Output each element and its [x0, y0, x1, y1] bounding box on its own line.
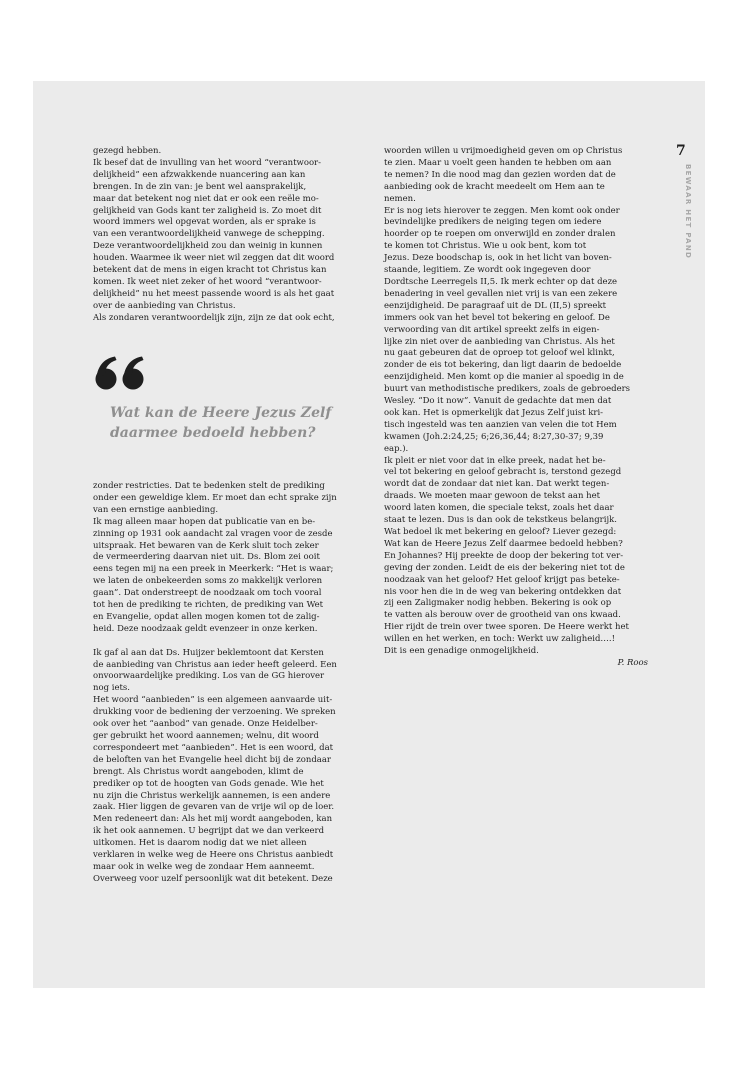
text-line: zij een Zaligmaker nodig hebben. Bekering is ook op	[384, 598, 612, 609]
text-line: brengt. Als Christus wordt aangeboden, klimt de	[93, 766, 304, 777]
text-line: En Johannes? Hij preekte de doop der bekering tot ver-	[384, 550, 624, 561]
text-line: te zien. Maar u voelt geen handen te hebben om aan	[384, 157, 612, 168]
text-line: van een verantwoordelijkheid vanwege de schepping.	[93, 229, 325, 240]
text-line: drukking voor de bediening der verzoening. We spreken	[93, 707, 336, 718]
text-line: ger gebruikt het woord aannemen; welnu, dit woord	[93, 731, 319, 742]
text-line: Overweeg voor uzelf persoonlijk wat dit betekent. Deze	[93, 873, 333, 884]
text-line: de vermeerdering daarvan niet uit. Ds. Blom zei ooit	[93, 552, 320, 563]
left-column-top	[93, 146, 361, 325]
text-line: Het woord “aanbieden” is een algemeen aanvaarde uit-	[93, 695, 333, 706]
page-number: 7	[676, 143, 686, 159]
running-section-title: BEWAAR HET PAND	[684, 164, 692, 260]
text-line: noodzaak van het geloof? Het geloof krijgt pas beteke-	[384, 574, 620, 585]
text-line: gezegd hebben.	[93, 146, 162, 156]
text-line: tot hen de prediking te richten, de prediking van Wet	[93, 600, 324, 611]
text-line: maar dat betekent nog niet dat er ook een reële mo-	[93, 193, 319, 204]
text-line: ik het ook aannemen. U begrijpt dat we dan verkeerd	[93, 826, 325, 837]
text-line: uitkomen. Het is daarom nodig dat we niet alleen	[93, 838, 307, 849]
text-line: Als zondaren verantwoordelijk zijn, zijn ze dat ook echt,	[93, 312, 335, 323]
text-line: gaan”. Dat onderstreept de noodzaak om toch vooral	[93, 588, 322, 599]
text-line: onvoorwaardelijke prediking. Los van de GG hierover	[93, 671, 325, 682]
text-line: uitspraak. Het bewaren van de Kerk sluit toch zeker	[93, 540, 319, 551]
text-line: staande, legitiem. Ze wordt ook ingegeven door	[384, 265, 591, 276]
text-line: Dordtsche Leerregels II,5. Ik merk echter op dat deze	[384, 276, 618, 287]
text-line: Wesley. “Do it now”. Vanuit de gedachte dat men dat	[384, 396, 612, 407]
text-line: zonder restricties. Dat te bedenken stelt de prediking	[93, 481, 325, 491]
text-line: ook kan. Het is opmerkelijk dat Jezus Zelf juist kri-	[384, 407, 604, 418]
quote-mark-icon	[93, 355, 149, 391]
text-line: nog iets.	[93, 683, 130, 694]
text-line: zonder de eis tot bekering, dan ligt daarin de bedoelde	[384, 360, 622, 371]
text-line: tisch ingesteld was ten aanzien van velen die tot Hem	[384, 419, 617, 430]
text-line: staat te lezen. Dus is dan ook de tekstkeus belangrijk.	[384, 515, 617, 526]
text-line: correspondeert met “aanbieden”. Het is een woord, dat	[93, 742, 334, 753]
text-line: maar ook in welke weg de zondaar Hem aanneemt.	[93, 861, 315, 872]
text-line: over de aanbieding van Christus.	[93, 300, 236, 311]
text-line: Ik gaf al aan dat Ds. Huijzer beklemtoont dat Kersten	[93, 647, 324, 658]
text-line: draads. We moeten maar gewoon de tekst aan het	[384, 491, 601, 502]
text-line: de aanbieding van Christus aan ieder heeft geleerd. Een	[93, 659, 337, 670]
text-line: van een ernstige aanbieding.	[93, 504, 219, 515]
text-line: delijkheid” nu het meest passende woord is als het gaat	[93, 288, 335, 299]
text-line: brengen. In de zin van: je bent wel aansprakelijk,	[93, 181, 307, 192]
text-line: woord laten komen, die speciale tekst, zoals het daar	[384, 503, 614, 514]
author-signature: P. Roos	[617, 657, 648, 668]
text-line: eens tegen mij na een preek in Meerkerk: “Het is waar;	[93, 564, 334, 575]
text-line: zinning op 1931 ook aandacht zal vragen voor de zesde	[93, 528, 333, 539]
text-line: te nemen? In die nood mag dan gezien worden dat de	[384, 169, 616, 180]
pull-quote-line: daarmee bedoeld hebben?	[110, 424, 316, 441]
text-line: benadering in veel gevallen niet vrij is van een zekere	[384, 288, 618, 299]
pull-quote-block	[93, 352, 361, 462]
text-line: lijke zin niet over de aanbieding van Christus. Als het	[384, 336, 615, 347]
text-line: te vatten als berouw over de grootheid van ons kwaad.	[384, 610, 621, 621]
text-line: kwamen (Joh.2:24,25; 6;26,36,44; 8:27,30-37; 9,39	[384, 431, 604, 442]
right-column	[384, 146, 648, 670]
text-line: Er is nog iets hierover te zeggen. Men komt ook onder	[384, 205, 620, 216]
text-line: en Evangelie, opdat allen mogen komen tot de zalig-	[93, 611, 320, 622]
text-line: nu zijn die Christus werkelijk aannemen, is een andere	[93, 790, 331, 801]
text-line: buurt van methodistische predikers, zoals de gebroeders	[384, 384, 631, 395]
text-line: nemen.	[384, 193, 416, 204]
text-line: woord immers wel opgevat worden, als er sprake is	[93, 217, 316, 228]
text-line: delijkheid” een afzwakkende nuancering aan kan	[93, 169, 306, 180]
text-line: eenzijdigheid. De paragraaf uit de DL (II,5) spreekt	[384, 300, 607, 311]
text-line: bevindelijke predikers de neiging tegen om iedere	[384, 217, 602, 228]
text-line: wordt dat de zondaar dat niet kan. Dat werkt tegen-	[384, 479, 610, 490]
text-line: onder een geweldige klem. Er moet dan echt sprake zijn	[93, 492, 337, 503]
text-line: Wat kan de Heere Jezus Zelf daarmee bedoeld hebben?	[384, 538, 623, 549]
text-line: komen. Ik weet niet zeker of het woord “verantwoor-	[93, 276, 322, 287]
text-line: Deze verantwoordelijkheid zou dan weinig in kunnen	[93, 241, 323, 252]
text-line: Dit is een genadige onmogelijkheid.	[384, 646, 539, 657]
text-line: willen en het werken, en toch: Werkt uw zaligheid….!	[384, 634, 615, 645]
text-line: Wat bedoel ik met bekering en geloof? Liever gezegd:	[384, 527, 617, 537]
text-line: Men redeneert dan: Als het mij wordt aangeboden, kan	[93, 814, 333, 825]
text-line: Jezus. Deze boodschap is, ook in het licht van boven-	[384, 253, 612, 264]
text-line: immers ook van het bevel tot bekering en geloof. De	[384, 312, 610, 323]
text-line: nis voor hen die in de weg van bekering ontdekken dat	[384, 586, 622, 597]
text-line: Ik mag alleen maar hopen dat publicatie van en be-	[93, 516, 316, 527]
text-line: Ik pleit er niet voor dat in elke preek, nadat het be-	[384, 455, 606, 466]
text-line: verklaren in welke weg de Heere ons Christus aanbiedt	[93, 850, 334, 861]
text-line: prediker op tot de hoogten van Gods genade. Wie het	[93, 778, 324, 789]
pull-quote-line: Wat kan de Heere Jezus Zelf	[110, 405, 332, 421]
text-line: betekent dat de mens in eigen kracht tot Christus kan	[93, 265, 327, 276]
text-line: de beloften van het Evangelie heel dicht bij de zondaar	[93, 754, 331, 765]
text-line: Hier rijdt de trein over twee sporen. De Heere werkt het	[384, 622, 629, 633]
text-line: vel tot bekering en geloof gebracht is, terstond gezegd	[384, 467, 622, 478]
text-line: we laten de onbekeerden soms zo makkelijk verloren	[93, 576, 323, 587]
text-line: aanbieding ook de kracht meedeelt om Hem aan te	[384, 181, 605, 192]
text-line: woorden willen u vrijmoedigheid geven om op Christus	[384, 146, 623, 156]
text-line: houden. Waarmee ik weer niet wil zeggen dat dit woord	[93, 253, 335, 264]
text-line: zaak. Hier liggen de gevaren van de vrije wil op de loer.	[93, 802, 335, 813]
text-line: Ik besef dat de invulling van het woord “verantwoor-	[93, 157, 321, 168]
text-line: verwoording van dit artikel spreekt zelfs in eigen-	[384, 324, 600, 335]
left-column-bottom	[93, 481, 361, 886]
text-line: heid. Deze noodzaak geldt evenzeer in onze kerken.	[93, 623, 318, 634]
text-line: eenzijdigheid. Men komt op die manier al spoedig in de	[384, 372, 624, 383]
text-line: eap.).	[384, 443, 409, 454]
text-line: gelijkheid van Gods kant ter zaligheid is. Zo moet dit	[93, 205, 322, 216]
paragraph-gap	[93, 636, 361, 648]
text-line: ook over het “aanbod” van genade. Onze Heidelber-	[93, 719, 318, 730]
text-line: te komen tot Christus. Wie u ook bent, kom tot	[384, 241, 587, 252]
pull-quote	[110, 404, 350, 443]
text-line: hoorder op te roepen om onverwijld en zonder dralen	[384, 229, 616, 240]
text-line: geving der zonden. Leidt de eis der bekering niet tot de	[384, 562, 625, 573]
text-line: nu gaat gebeuren dat de oproep tot geloof wel klinkt,	[384, 348, 615, 359]
